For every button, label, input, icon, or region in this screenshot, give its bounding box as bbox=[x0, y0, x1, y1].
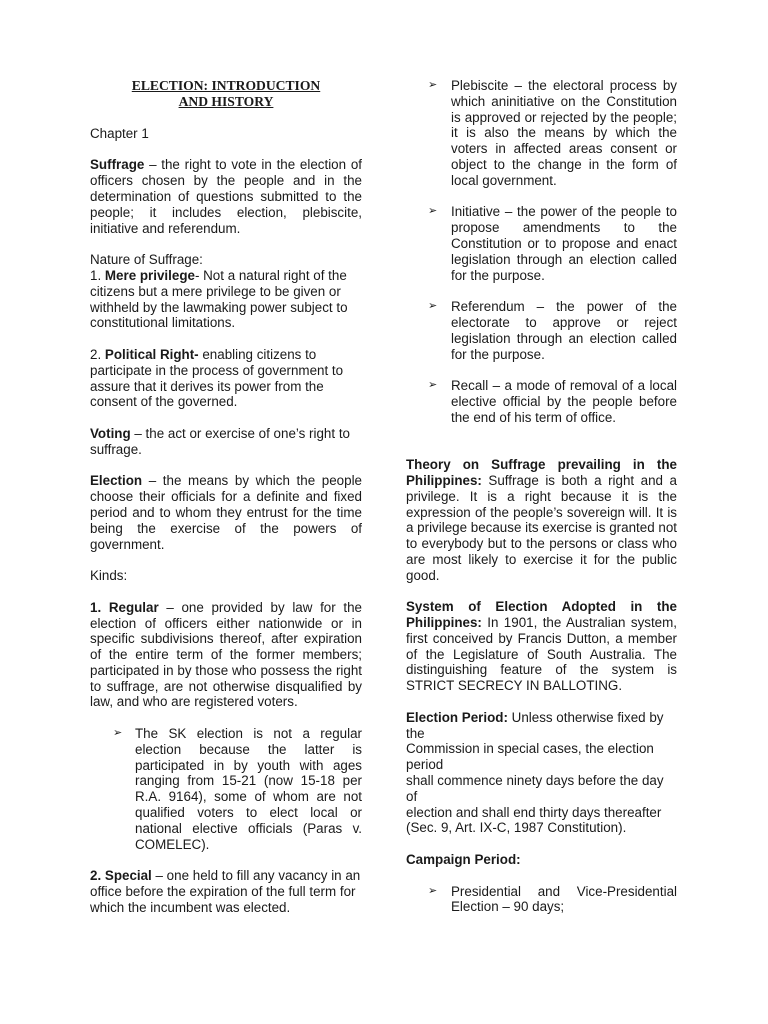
page-title: ELECTION: INTRODUCTION AND HISTORY bbox=[131, 78, 321, 109]
left-column bbox=[90, 78, 362, 931]
sk-election-bullet: ➢ The SK election is not a regular election because the latter is participated in by youth with ages ranging from 15-21 (now 15-18 per R.A. 9164), some of whom are not qualified voters to elect local or national elective officials (Paras v. COMELEC). bbox=[113, 726, 362, 852]
suffrage-definition: Suffrage – the right to vote in the election of officers chosen by the people and in the determination of questions submitted to the people; it includes election, plebiscite, initiative and referendum. bbox=[90, 157, 362, 236]
recall-bullet: ➢ Recall – a mode of removal of a local elective official by the people before the end of his term of office. bbox=[428, 378, 677, 425]
election-definition: Election – the means by which the people choose their officials for a definite and fixed period and to whom they entrust for the time being the exercise of the powers of government. bbox=[90, 473, 362, 552]
theory-on-suffrage: Theory on Suffrage prevailing in the Philippines: Suffrage is both a right and a privilege. It is a right because it is the expression of the people’s sovereign will. It is a privilege because its exercise is granted not to everybody but to the persons or class who are most likely to exercise it for the public good. bbox=[406, 457, 677, 583]
plebiscite-bullet: ➢ Plebiscite – the electoral process by which aninitiative on the Constitution is approved or rejected by the people; it is also the means by which the voters in affected areas consent or object to the change in the form of local government. bbox=[428, 78, 677, 188]
arrow-bullet-icon: ➢ bbox=[428, 300, 438, 313]
right-column bbox=[406, 78, 677, 931]
campaign-period-heading: Campaign Period: bbox=[406, 852, 521, 868]
kinds-heading: Kinds: bbox=[90, 568, 128, 584]
voting-definition: Voting – the act or exercise of one’s right to suffrage. bbox=[90, 425, 350, 457]
presidential-campaign-bullet: ➢ Presidential and Vice-Presidential Election – 90 days; bbox=[428, 883, 677, 915]
initiative-bullet: ➢ Initiative – the power of the people to propose amendments to the Constitution or to propose and enact legislation through an election called for the purpose. bbox=[428, 204, 677, 283]
arrow-bullet-icon: ➢ bbox=[428, 205, 438, 218]
arrow-bullet-icon: ➢ bbox=[428, 79, 438, 91]
system-of-election: System of Election Adopted in the Philippines: In 1901, the Australian system, first conceived by Francis Dutton, a member of the Legislature of South Australia. The distinguishing feature of the system is STRICT SECRECY IN BALLOTING. bbox=[406, 599, 677, 694]
special-election: 2. Special – one held to fill any vacancy in an office before the expiration of the full term for which the incumbent was elected. bbox=[90, 868, 361, 915]
referendum-bullet: ➢ Referendum – the power of the electorate to approve or reject legislation through an election called for the purpose. bbox=[428, 299, 677, 362]
political-right: 2. Political Right- enabling citizens to participate in the process of government to assure that it derives its power from the consent of the governed. bbox=[90, 346, 344, 410]
arrow-bullet-icon: ➢ bbox=[113, 727, 123, 740]
arrow-bullet-icon: ➢ bbox=[428, 379, 438, 392]
regular-election: 1. Regular – one provided by law for the election of officers either nationwide or in specific subdivisions thereof, after expiration of the entire term of the former members; participated in by those who possess the right to suffrage, are not otherwise disqualified by law, and who are registered voters. bbox=[90, 599, 362, 710]
arrow-bullet-icon: ➢ bbox=[428, 884, 438, 897]
nature-of-suffrage: Nature of Suffrage: 1. Mere privilege- Not a natural right of the citizens but a mere privilege to be given or withheld by the lawmaking power subject to constitutional limitations. bbox=[90, 252, 348, 331]
chapter-label: Chapter 1 bbox=[90, 125, 149, 141]
election-period: Election Period: Unless otherwise fixed by the Commission in special cases, the election period shall commence ninety days before the day of election and shall end thirty days thereafter (Sec. 9, Art. IX-C, 1987 Constitution). bbox=[406, 709, 664, 836]
